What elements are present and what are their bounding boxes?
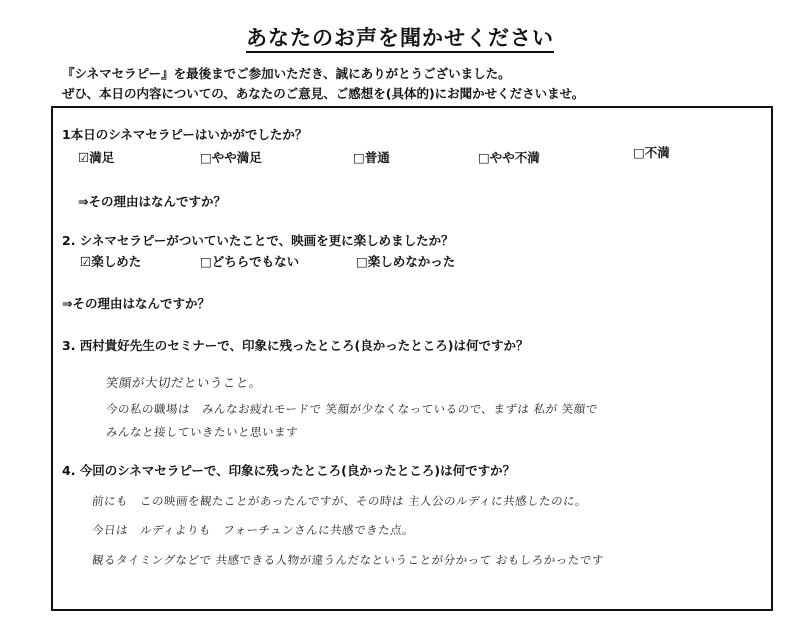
q1-option-satisfied[interactable]: ☑満足: [78, 150, 115, 165]
q3-answer-line-1: 笑顔が大切だということ。: [105, 375, 263, 390]
q1-question: 1本日のシネマセラピーはいかがでしたか？: [62, 127, 308, 142]
q2-option-not-enjoyed[interactable]: □楽しめなかった: [356, 254, 456, 269]
page-title: [0, 22, 800, 52]
q2-reason-prompt: ⇒その理由はなんですか？: [62, 296, 210, 311]
q4-answer-line-1: 前にも この映画を観たことがあったんですが、その時は 主人公のルディに共感したのに。: [91, 494, 588, 508]
page-title-text: あなたのお声を聞かせください: [246, 26, 554, 53]
q1-option-dissatisfied[interactable]: □不満: [633, 145, 670, 160]
q1-option-neutral[interactable]: □普通: [353, 150, 390, 165]
intro-line-1: 『シネマセラピー』を最後までご参加いただき、誠にありがとうございました。: [62, 66, 511, 81]
q3-question: 3. 西村貴好先生のセミナーで、印象に残ったところ(良かったところ)は何ですか？: [62, 338, 529, 353]
q1-option-somewhat-satisfied[interactable]: □やや満足: [200, 150, 262, 165]
q2-option-neither[interactable]: □どちらでもない: [200, 254, 300, 269]
q3-answer-line-3: みんなと接していきたいと思います: [105, 425, 299, 439]
q4-answer-line-3: 観るタイミングなどで 共感できる人物が違うんだなということが分かって おもしろかったです: [91, 553, 605, 567]
intro-line-2: ぜひ、本日の内容についての、あなたのご意見、ご感想を(具体的)にお聞かせくださいませ。: [62, 86, 585, 101]
q3-answer-line-2: 今の私の職場は みんなお疲れモードで 笑顔が少なくなっているので、まずは 私が 笑顔で: [105, 402, 599, 416]
q2-question: 2. シネマセラピーがついていたことで、映画を更に楽しめましたか？: [62, 233, 454, 248]
q1-reason-prompt: ⇒その理由はなんですか？: [78, 194, 226, 209]
q4-question: 4. 今回のシネマセラピーで、印象に残ったところ(良かったところ)は何ですか？: [62, 463, 516, 478]
q1-option-somewhat-dissatisfied[interactable]: □やや不満: [478, 150, 540, 165]
q4-answer-line-2: 今日は ルディよりも フォーチュンさんに共感できた点。: [91, 523, 415, 537]
q2-option-enjoyed[interactable]: ☑楽しめた: [80, 254, 142, 269]
